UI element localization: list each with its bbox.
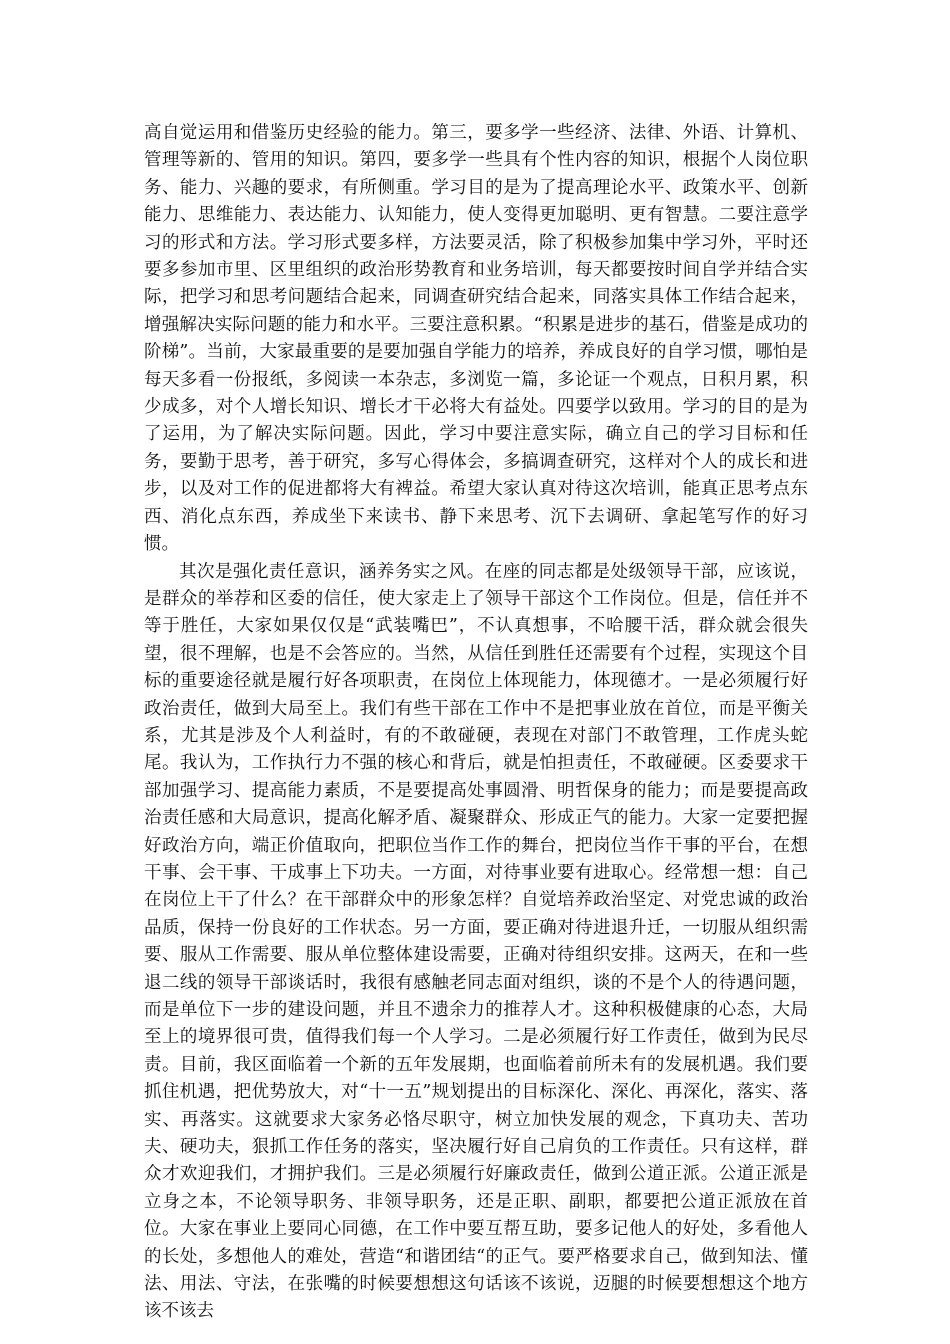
paragraph-2: 其次是强化责任意识，涵养务实之风。在座的同志都是处级领导干部，应该说，是群众的举荐和区委的信任，使大家走上了领导干部这个工作岗位。但是，信任并不等于胜任，大家如果仅仅是“武装嘴巴”，不认真想事，不哈腰干活，群众就会很失望，很不理解，也是不会答应的。当然，从信任到胜任还需要有个过程，实现这个目标的重要途径就是履行好各项职责，在岗位上体现能力，体现德才。一是必须履行好政治责任，做到大局至上。我们有些干部在工作中不是把事业放在首位，而是平衡关系，尤其是涉及个人利益时，有的不敢碰硬，表现在对部门不敢管理，工作虎头蛇尾。我认为，工作执行力不强的核心和背后，就是怕担责任，不敢碰硬。区委要求干部加强学习、提高能力素质，不是要提高处事圆滑、明哲保身的能力；而是要提高政治责任感和大局意识，提高化解矛盾、凝聚群众、形成正气的能力。大家一定要把握好政治方向，端正价值取向，把职位当作工作的舞台，把岗位当作干事的平台，在想干事、会干事、干成事上下功夫。一方面，对待事业要有进取心。经常想一想：自己在岗位上干了什么？在干部群众中的形象怎样？自觉培养政治坚定、对党忠诚的政治品质，保持一份良好的工作状态。另一方面，要正确对待进退升迁，一切服从组织需要、服从工作需要、服从单位整体建设需要，正确对待组织安排。这两天，在和一些退二线的领导干部谈话时，我很有感触老同志面对组织，谈的不是个人的待遇问题，而是单位下一步的建设问题，并且不遗余力的推荐人才。这种积极健康的心态，大局至上的境界很可贵，值得我们每一个人学习。二是必须履行好工作责任，做到为民尽责。目前，我区面临着一个新的五年发展期，也面临着前所未有的发展机遇。我们要抓住机遇，把优势放大，对“十一五”规划提出的目标深化、深化、再深化，落实、落实、再落实。这就要求大家务必恪尽职守，树立加快发展的观念，下真功夫、苦功夫、硬功夫，狠抓工作任务的落实，坚决履行好自己肩负的工作责任。只有这样，群众才欢迎我们，才拥护我们。三是必须履行好廉政责任，做到公道正派。公道正派是立身之本，不论领导职务、非领导职务，还是正职、副职，都要把公道正派放在首位。大家在事业上要同心同德，在工作中要互帮互助，要多记他人的好处，多看他人的长处，多想他人的难处，营造“和谐团结“的正气。要严格要求自己，做到知法、懂法、用法、守法，在张嘴的时候要想想这句话该不该说，迈腿的时候要想想这个地方该不该去 [144, 561, 808, 1322]
document-body [144, 120, 808, 1326]
paragraph-1: 高自觉运用和借鉴历史经验的能力。第三，要多学一些经济、法律、外语、计算机、管理等新的、管用的知识。第四，要多学一些具有个性内容的知识，根据个人岗位职务、能力、兴趣的要求，有所侧重。学习目的是为了提高理论水平、政策水平、创新能力、思维能力、表达能力、认知能力，使人变得更加聪明、更有智慧。二要注意学习的形式和方法。学习形式要多样，方法要灵活，除了积极参加集中学习外，平时还要多参加市里、区里组织的政治形势教育和业务培训，每天都要按时间自学并结合实际，把学习和思考问题结合起来，同调查研究结合起来，同落实具体工作结合起来，增强解决实际问题的能力和水平。三要注意积累。“积累是进步的基石，借鉴是成功的阶梯”。当前，大家最重要的是要加强自学能力的培养，养成良好的自学习惯，哪怕是每天多看一份报纸，多阅读一本杂志，多浏览一篇，多论证一个观点，日积月累，积少成多，对个人增长知识、增长才干必将大有益处。四要学以致用。学习的目的是为了运用，为了解决实际问题。因此，学习中要注意实际，确立自己的学习目标和任务，要勤于思考，善于研究，多写心得体会，多搞调查研究，这样对个人的成长和进步，以及对工作的促进都将大有裨益。希望大家认真对待这次培训，能真正思考点东西、消化点东西，养成坐下来读书、静下来思考、沉下去调研、拿起笔写作的好习惯。 [144, 123, 808, 555]
